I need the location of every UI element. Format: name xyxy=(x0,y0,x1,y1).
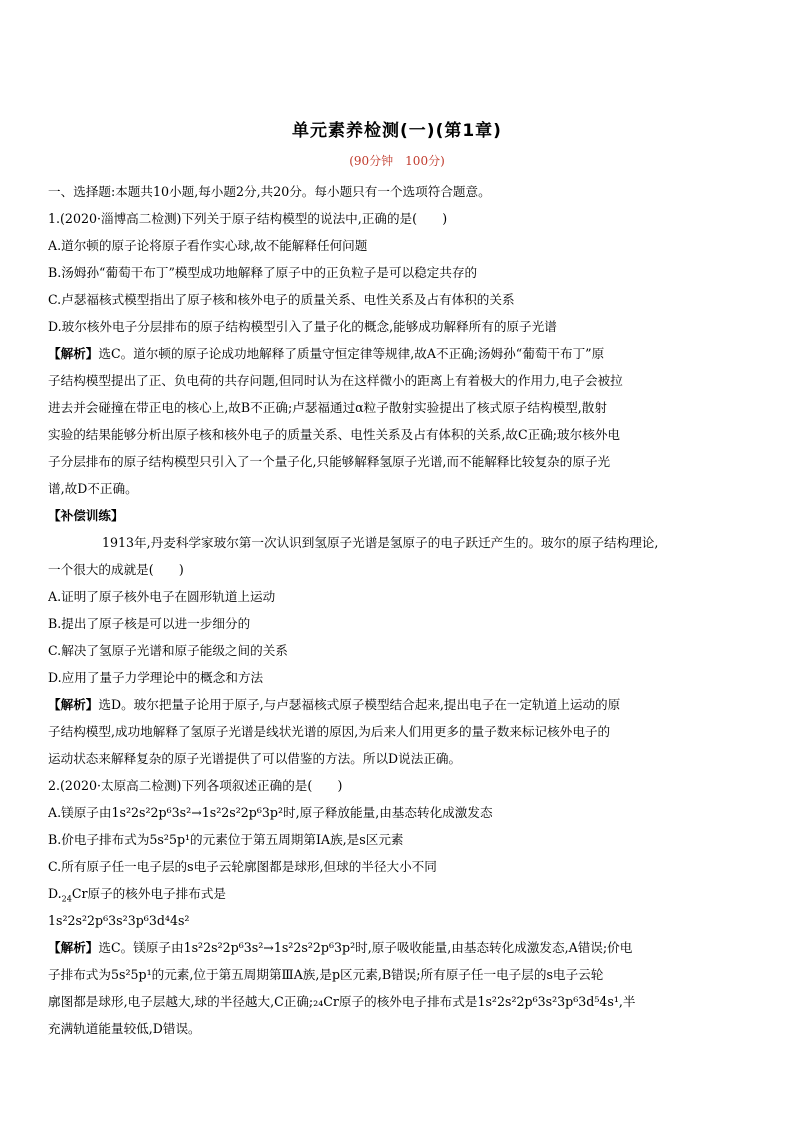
question-2-analysis-line xyxy=(48,934,720,961)
supplementary-analysis-line: 运动状态来解释复杂的原子光谱提供了可以借鉴的方法。所以D说法正确。 xyxy=(48,751,462,766)
electron-config: 1s²2s²2p⁶3s² xyxy=(111,805,192,820)
analysis-text: 选C。镁原子由1s²2s²2p⁶3s²→1s²2s²2p⁶3p²时,原子吸收能量,由基态转化成激发态,A错误;价电 xyxy=(98,940,633,955)
analysis-label: 【解析】 xyxy=(48,940,99,955)
analysis-text: 选D。玻尔把量子论用于原子,与卢瑟福核式原子模型结合起来,提出电子在一定轨道上运动的原 xyxy=(98,697,621,712)
question-2-analysis-line: 充满轨道能量较低,D错误。 xyxy=(48,1021,201,1036)
analysis-label: 【解析】 xyxy=(48,697,99,712)
question-1-analysis-line: 谱,故D不正确。 xyxy=(48,481,138,496)
document-body xyxy=(48,178,720,1042)
question-1-option-b: B.汤姆孙“葡萄干布丁”模型成功地解释了原子中的正负粒子是可以稳定共存的 xyxy=(48,265,478,280)
analysis-label: 【解析】 xyxy=(48,346,99,361)
question-2-option-d xyxy=(48,880,720,907)
question-1-stem: 1.(2020·淄博高二检测)下列关于原子结构模型的说法中,正确的是( ) xyxy=(48,211,448,226)
question-1-analysis-line: 子结构模型提出了正、负电荷的共存问题,但同时认为在这样微小的距离上有着极大的作用力,电子会被拉 xyxy=(48,373,623,388)
supplementary-stem: 1913年,丹麦科学家玻尔第一次认识到氢原子光谱是氢原子的电子跃迁产生的。玻尔的原子结构理论, xyxy=(102,535,659,550)
supplementary-option-b: B.提出了原子核是可以进一步细分的 xyxy=(48,616,251,631)
page-subtitle: (90分钟 100分) xyxy=(349,154,445,168)
question-1-option-d: D.玻尔核外电子分层排布的原子结构模型引入了量子化的概念,能够成功解释所有的原子光谱 xyxy=(48,319,557,334)
question-2-stem: 2.(2020·太原高二检测)下列各项叙述正确的是( ) xyxy=(48,778,343,793)
question-1-analysis-line: 进去并会碰撞在带正电的核心上,故B不正确;卢瑟福通过α粒子散射实验提出了核式原子结构模型,散射 xyxy=(48,400,607,415)
option-text: D. xyxy=(48,886,62,901)
electron-config: 1s²2s²2p⁶3p² xyxy=(201,805,284,820)
question-1-analysis-line: 子分层排布的原子结构模型只引入了一个量子化,只能够解释氢原子光谱,而不能解释比较复杂的原子光 xyxy=(48,454,611,469)
option-text: A.镁原子由 xyxy=(48,805,112,820)
question-2-analysis-line: 廓图都是球形,电子层越大,球的半径越大,C正确;₂₄Cr原子的核外电子排布式是1s²2s²2p⁶3s²3p⁶3d⁵4s¹,半 xyxy=(48,994,636,1009)
option-text: Cr原子的核外电子排布式是 xyxy=(71,886,227,901)
section-heading: 一、选择题:本题共10小题,每小题2分,共20分。每小题只有一个选项符合题意。 xyxy=(48,184,491,199)
supplementary-option-d: D.应用了量子力学理论中的概念和方法 xyxy=(48,670,264,685)
supplementary-stem: 一个很大的成就是( ) xyxy=(48,562,184,577)
question-1-option-c: C.卢瑟福核式模型指出了原子核和核外电子的质量关系、电性关系及占有体积的关系 xyxy=(48,292,515,307)
arrow-symbol: → xyxy=(191,805,202,820)
supplementary-analysis-line xyxy=(48,691,720,718)
supplementary-option-c: C.解决了氢原子光谱和原子能级之间的关系 xyxy=(48,643,288,658)
question-1-option-a: A.道尔顿的原子论将原子看作实心球,故不能解释任何问题 xyxy=(48,238,368,253)
atomic-number: 24 xyxy=(61,894,72,904)
supplementary-label: 【补偿训练】 xyxy=(48,508,124,523)
question-2-analysis-line: 子排布式为5s²5p¹的元素,位于第五周期第ⅢA族,是p区元素,B错误;所有原子任一电子层的s电子云轮 xyxy=(48,967,604,982)
question-2-option-a xyxy=(48,799,720,826)
supplementary-option-a: A.证明了原子核外电子在圆形轨道上运动 xyxy=(48,589,276,604)
question-1-analysis-line xyxy=(48,340,720,367)
supplementary-analysis-line: 子结构模型,成功地解释了氢原子光谱是线状光谱的原因,为后来人们用更多的量子数来标记核外电子的 xyxy=(48,724,611,739)
question-2-option-b: B.价电子排布式为5s²5p¹的元素位于第五周期第ⅠA族,是s区元素 xyxy=(48,832,404,847)
question-1-analysis-line: 实验的结果能够分析出原子核和核外电子的质量关系、电性关系及占有体积的关系,故C正确;玻尔核外电 xyxy=(48,427,621,442)
page-title: 单元素养检测(一)(第1章) xyxy=(292,121,502,141)
option-text: 时,原子释放能量,由基态转化成激发态 xyxy=(283,805,493,820)
question-2-option-d-config: 1s²2s²2p⁶3s²3p⁶3d⁴4s² xyxy=(48,913,190,928)
analysis-text: 选C。道尔顿的原子论成功地解释了质量守恒定律等规律,故A不正确;汤姆孙“葡萄干布丁”原 xyxy=(98,346,605,361)
question-2-option-c: C.所有原子任一电子层的s电子云轮廓图都是球形,但球的半径大小不同 xyxy=(48,859,437,874)
